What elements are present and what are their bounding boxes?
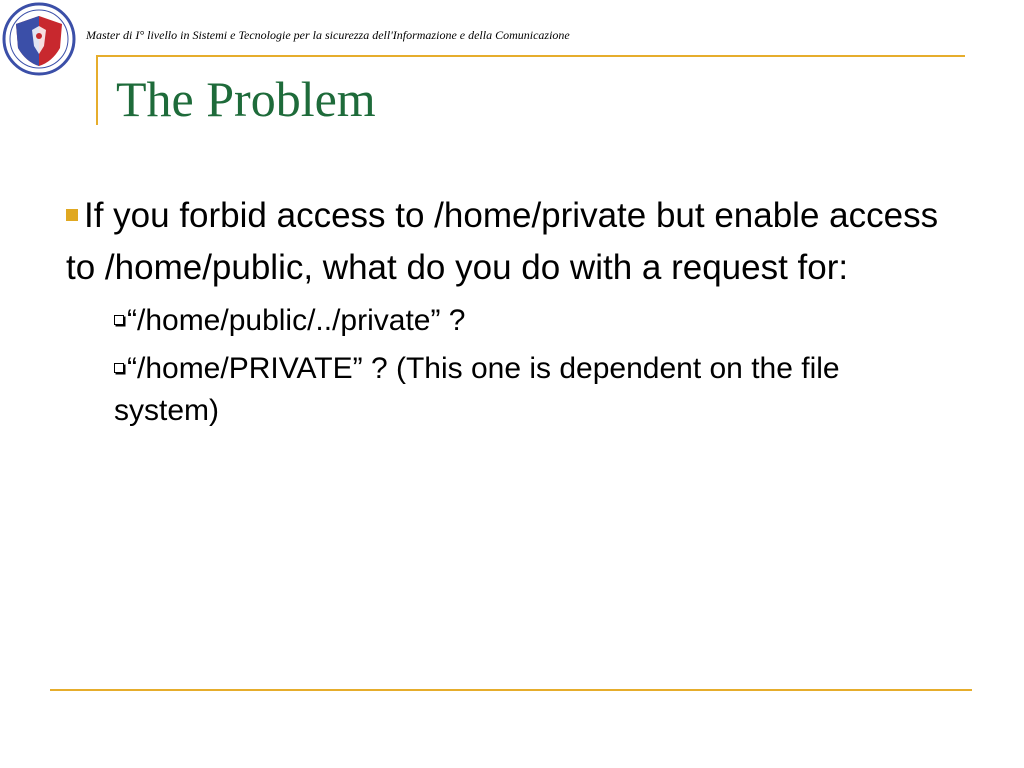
university-seal-icon (2, 2, 76, 76)
hollow-square-bullet-icon (114, 315, 124, 325)
hollow-square-bullet-icon (114, 363, 124, 373)
slide-title: The Problem (116, 71, 376, 127)
sub-bullet-text: “/home/public/../private” ? (127, 304, 466, 337)
gold-divider-bottom (50, 689, 972, 691)
course-header: Master di I° livello in Sistemi e Tecnologie per la sicurezza dell'Informazione e della Comunicazione (86, 28, 570, 42)
sub-bullet-item (114, 348, 934, 432)
bullet-item (66, 190, 966, 294)
square-bullet-icon (66, 209, 78, 221)
sub-bullet-item (114, 300, 934, 342)
slide-body (66, 190, 966, 432)
sub-bullet-text: “/home/PRIVATE” ? (This one is dependent on the file system) (114, 352, 840, 427)
bullet-text: If you forbid access to /home/private but enable access to /home/public, what do you do with a request for: (66, 196, 939, 287)
gold-divider-left (96, 55, 98, 125)
gold-divider-top (97, 55, 965, 57)
